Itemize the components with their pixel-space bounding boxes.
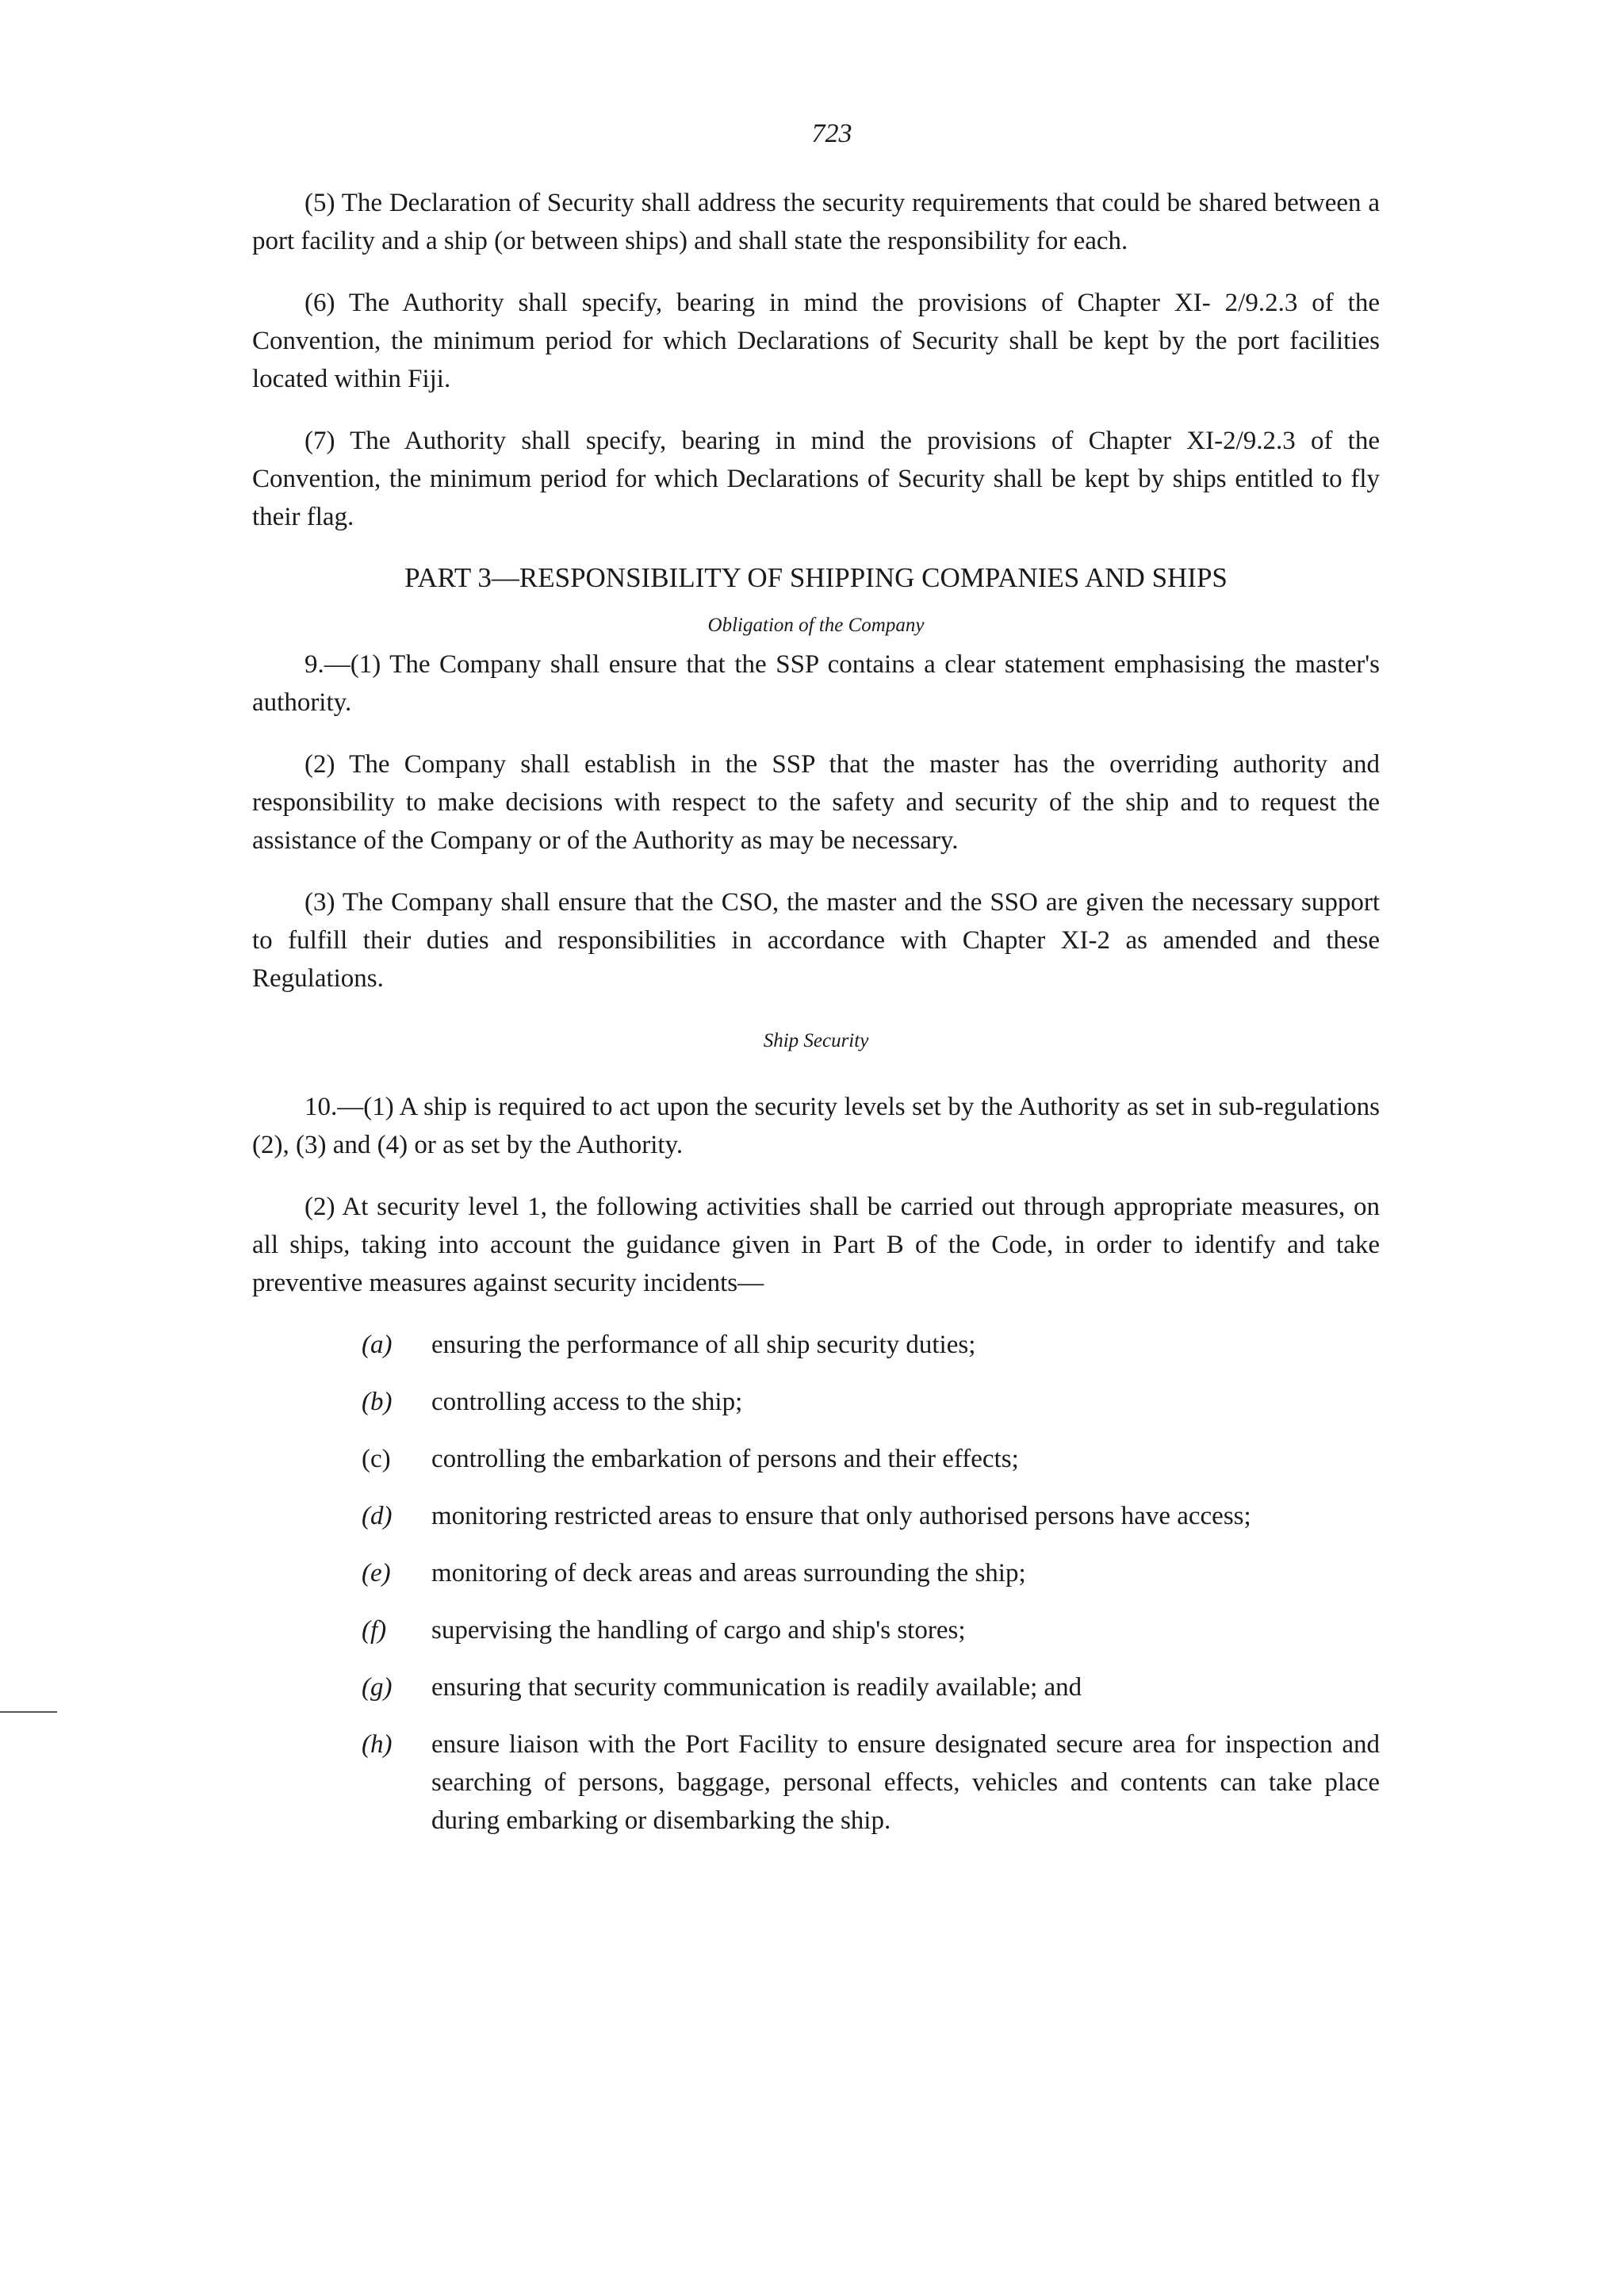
list-item-label: (b) [362, 1388, 393, 1416]
list-item [362, 1554, 1380, 1592]
list-item [362, 1611, 1380, 1649]
paragraph-9-2: (2) The Company shall establish in the SSP that the master has the overriding authority and responsibility to make decisions with respect to the safety and security of the ship and to request the assistance of the Company or of the Authority as may be necessary. [252, 750, 1380, 855]
obligation-heading: Obligation of the Company [707, 615, 925, 636]
margin-mark [0, 1711, 57, 1713]
paragraph-9-3: (3) The Company shall ensure that the CSO, the master and the SSO are given the necessary support to fulfill their duties and responsibilities in accordance with Chapter XI-2 as amended and these Regulations. [252, 888, 1380, 993]
list-item-text: ensuring that security communication is readily available; and [431, 1673, 1082, 1702]
list-item-text: ensure liaison with the Port Facility to ensure designated secure area for inspection and searching of persons, baggage, personal effects, vehicles and contents can take place during embarking or disembarking the ship. [431, 1730, 1380, 1835]
list-item-label: (h) [362, 1730, 393, 1759]
list-item [362, 1326, 1380, 1364]
paragraph-8-5: (5) The Declaration of Security shall address the security requirements that could be shared between a port facility and a ship (or between ships) and shall state the responsibility for each. [252, 189, 1380, 255]
paragraph-9-1: 9.—(1) The Company shall ensure that the SSP contains a clear statement emphasising the master's authority. [252, 650, 1380, 717]
list-item [362, 1440, 1380, 1478]
list-item-text: ensuring the performance of all ship security duties; [431, 1331, 976, 1359]
list-item-label: (g) [362, 1673, 393, 1702]
list-item-text: controlling access to the ship; [431, 1388, 743, 1416]
paragraph-8-6: (6) The Authority shall specify, bearing in mind the provisions of Chapter XI- 2/9.2.3 of the Convention, the minimum period for which Declarations of Security shall be kept by the port facilities located within Fiji. [252, 289, 1380, 393]
ship-security-heading: Ship Security [763, 1030, 869, 1051]
list-item-label: (d) [362, 1502, 393, 1530]
paragraph-8-7: (7) The Authority shall specify, bearing in mind the provisions of Chapter XI-2/9.2.3 of the Convention, the minimum period for which Declarations of Security shall be kept by ships entitled to fly their flag. [252, 427, 1380, 531]
list-item [362, 1668, 1380, 1706]
list-item [362, 1497, 1380, 1535]
list-item [362, 1725, 1380, 1840]
page-number: 723 [811, 119, 852, 148]
list-item-label: (e) [362, 1559, 391, 1587]
paragraph-10-2: (2) At security level 1, the following activities shall be carried out through appropriate measures, on all ships, taking into account the guidance given in Part B of the Code, in order to identify and take preventive measures against security incidents— [252, 1193, 1380, 1297]
list-item-text: controlling the embarkation of persons and their effects; [431, 1445, 1019, 1473]
document-page [252, 119, 1380, 1859]
list-item [362, 1383, 1380, 1421]
list-item-text: monitoring restricted areas to ensure that only authorised persons have access; [431, 1502, 1251, 1530]
list-item-label: (a) [362, 1331, 393, 1359]
list-item-text: supervising the handling of cargo and ship's stores; [431, 1616, 966, 1645]
list-item-text: monitoring of deck areas and areas surrounding the ship; [431, 1559, 1026, 1587]
list-item-label: (f) [362, 1616, 387, 1645]
list-item-label: (c) [362, 1445, 391, 1473]
activities-list [362, 1326, 1380, 1840]
paragraph-10-1: 10.—(1) A ship is required to act upon the security levels set by the Authority as set in sub-regulations (2), (3) and (4) or as set by the Authority. [252, 1093, 1380, 1159]
part-heading: PART 3—RESPONSIBILITY OF SHIPPING COMPANIES AND SHIPS [404, 562, 1228, 593]
